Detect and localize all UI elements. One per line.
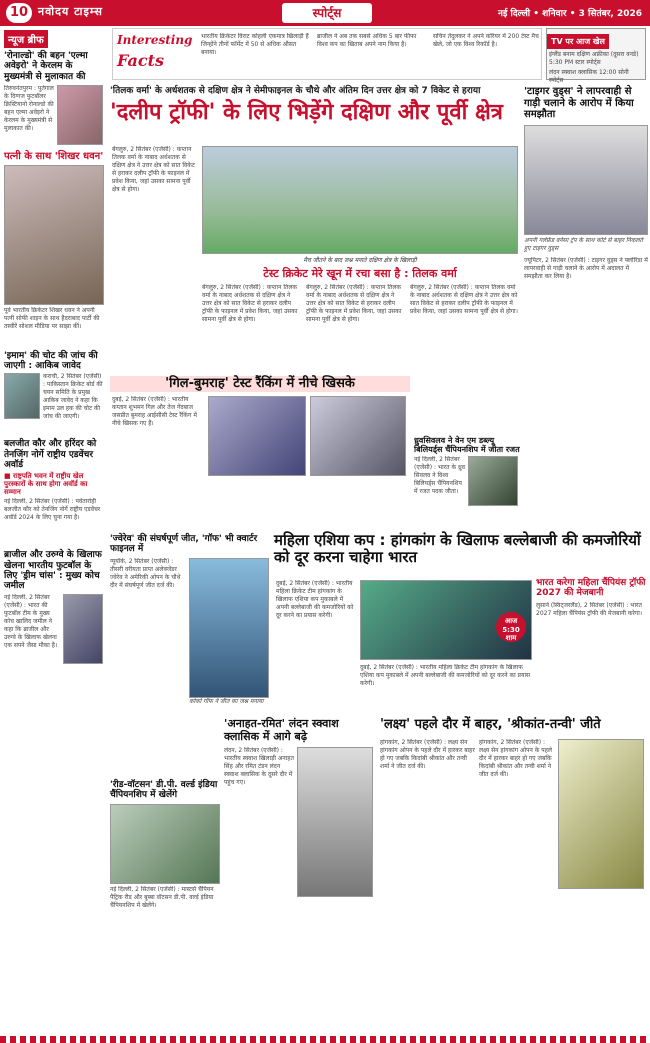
tv-row-1: इंग्लैंड बनाम दक्षिण अफ्रीका (दूसरा वनडे) 5:30 PM स्टार स्पोर्ट्स: [549, 51, 639, 66]
badge-today: आज: [504, 617, 518, 625]
brief1-text: तिरुवनंतपुरम : पुर्तगाल के दिग्गज फुटबॉलर क्रिस्टियानो रोनाल्डो की बहन एल्मा अवेइरो ने केरलम के मुख्यमंत्री से मुलाकात की।: [4, 85, 54, 133]
dhruv-photo: [468, 456, 518, 506]
brief5-headline: ब्राजील और उरुग्वे के खिलाफ खेलना भारतीय फुटबॉल के लिए 'ड्रीम चांस' : मुख्य कोच जमील: [4, 550, 102, 592]
fact-3: सचिन तेंदुलकर ने अपने करियर में 200 टेस्ट मैच खेले, जो एक विश्व रिकॉर्ड है।: [433, 33, 539, 48]
badminton-story: [380, 718, 646, 1029]
aqib-photo: [4, 373, 40, 419]
asiacup-text-2: दुबई, 2 सितंबर (एजेंसी) : भारतीय महिला क्रिकेट टीम हांगकांग के खिलाफ एशिया कप मुकाबले में अपनी बल्लेबाजी की कमजोरियों को दूर करने का प्रयास करेगी।: [360, 664, 531, 687]
tiger-text: ज्यूपिटर, 2 सितंबर (एजेंसी) : टाइगर वुड्स ने फ्लोरिडा में लापरवाही से गाड़ी चलाने के आरोप में अदालत में समझौता कर लिया है।: [524, 256, 648, 280]
tiger-photo: [524, 125, 648, 235]
golf-photo: [110, 804, 220, 884]
badminton-text-2: हांगकांग, 2 सितंबर (एजेंसी) : लक्ष्य सेन हांगकांग ओपन के पहले दौर में हारकर बाहर हो गए जबकि किदांबी श्रीकांत और तन्वी शर्मा ने जीत दर्ज की।: [479, 738, 552, 778]
lead-subhead: टेस्ट क्रिकेट मेरे खून में रचा बसा है : तिलक वर्मा: [263, 267, 457, 280]
gill-photo: [208, 396, 306, 476]
coco-caption: कोको गॉफ ने जीत का जश्न मनाया: [189, 697, 264, 705]
squash-story: [224, 718, 374, 1017]
lead-story: [110, 86, 520, 126]
champions-headline: भारत करेगा महिला चैंपियंस ट्रॉफी 2027 की मेजबानी: [536, 578, 646, 599]
billiards-headline: ध्रुवसिवलव ने वेन एम डब्ल्यू बिलियर्ड्स चैंपियनशिप में जीता रजत: [414, 436, 520, 455]
lead-kicker: 'तिलक वर्मा' के अर्धशतक से दक्षिण क्षेत्र ने सेमीफाइनल के चौथे और अंतिम दिन उत्तर क्षेत्र को 7 विकेट से हराया: [110, 86, 481, 96]
news-brief-column: [4, 28, 104, 714]
brief1-headline: 'रोनाल्डो' की बहन 'एल्मा अवेइरो' ने केरलम के मुख्यमंत्री से मुलाकात की: [4, 51, 88, 82]
asiacup-story: [274, 532, 646, 567]
lead-photo: [202, 146, 518, 254]
lead-text-col3: बेंगलुरु, 2 सितंबर (एजेंसी) : कप्तान तिलक वर्मा के नाबाद अर्धशतक से दक्षिण क्षेत्र ने उत्तर क्षेत्र को सात विकेट से हराकर दलीप ट्रॉफी के फाइनल में प्रवेश किया, जहां उसका सामना पूर्वी क्षेत्र से होगा।: [306, 284, 402, 323]
lead-text-col2: बेंगलुरु, 2 सितंबर (एजेंसी) : कप्तान तिलक वर्मा के नाबाद अर्धशतक से दक्षिण क्षेत्र ने उत्तर क्षेत्र को सात विकेट से हराकर दलीप ट्रॉफी के फाइनल में प्रवेश किया, जहां उसका सामना पूर्वी क्षेत्र से होगा।: [202, 284, 298, 323]
brief3-text: कराची, 2 सितंबर (एजेंसी) : पाकिस्तान क्रिकेट बोर्ड की चयन समिति के प्रमुख आकिब जावेद ने कहा कि इमाम उल हक की चोट की जांच की जाएगी।: [43, 373, 103, 421]
section-title: स्पोर्ट्स: [282, 3, 372, 23]
champions-text: लुसाने (स्विट्जरलैंड), 2 सितंबर (एजेंसी) : भारत 2027 महिला चैंपियंस ट्रॉफी की मेजबानी करेगा।: [536, 601, 643, 617]
usopen-headline: 'ज्वेरेव' की संघर्षपूर्ण जीत, 'गॉफ' भी क्वार्टर फाइनल में: [110, 534, 258, 555]
news-brief-label: न्यूज ब्रीफ: [4, 30, 48, 48]
golf-story: [110, 780, 220, 1036]
jamil-photo: [63, 594, 103, 664]
asiacup-headline: महिला एशिया कप : हांगकांग के खिलाफ बल्लेबाजी की कमजोरियों को दूर करना चाहेगा भारत: [274, 531, 641, 567]
gill-headline: 'गिल-बुमराह' टेस्ट रैंकिंग में नीचे खिसके: [165, 376, 355, 391]
billiards-text: नई दिल्ली, 2 सितंबर (एजेंसी) : भारत के ध्रुव सिवलव ने विश्व बिलियर्ड्स चैंपियनशिप में रजत पदक जीता।: [414, 456, 465, 496]
tv-label: TV पर आज खेल: [547, 34, 609, 49]
badminton-text-1: हांगकांग, 2 सितंबर (एजेंसी) : लक्ष्य सेन हांगकांग ओपन के पहले दौर में हारकर बाहर हो गए जबकि किदांबी श्रीकांत और तन्वी शर्मा ने जीत दर्ज की।: [380, 738, 475, 770]
brief3-headline: 'इमाम' की चोट की जांच की जाएगी : आकिब जावेद: [4, 350, 98, 371]
brief2-caption: पूर्व भारतीय क्रिकेटर शिखर धवन ने अपनी पत्नी सोफी शाइन के साथ हैदराबाद पार्टी की तस्वीरें सोशल मीडिया पर साझा कीं।: [4, 306, 100, 330]
squash-text: लंदन, 2 सितंबर (एजेंसी) : भारतीय स्क्वाश खिलाड़ी अनाहत सिंह और रमित टंडन लंदन स्क्वाश क्लासिक के दूसरे दौर में पहुंच गए।: [224, 747, 294, 787]
page-header: [0, 0, 650, 26]
brief5-text: नई दिल्ली, 2 सितंबर (एजेंसी) : भारत की फुटबॉल टीम के मुख्य कोच खालिद जमील ने कहा कि ब्राजील और उरुग्वे के खिलाफ खेलना एक सपने जैसा मौका है।: [4, 593, 58, 649]
asiacup-text-1: दुबई, 2 सितंबर (एजेंसी) : भारतीय महिला क्रिकेट टीम हांगकांग के खिलाफ एशिया कप मुकाबले में अपनी बल्लेबाजी की कमजोरियों को दूर करने का प्रयास करेगी।: [276, 580, 354, 619]
issue-date: नई दिल्ली • शनिवार • 3 सितंबर, 2026: [497, 9, 642, 19]
lead-text-col1: बेंगलुरु, 2 सितंबर (एजेंसी) : कप्तान तिलक वर्मा के नाबाद अर्धशतक से दक्षिण क्षेत्र ने उत्तर क्षेत्र को सात विकेट से हराकर दलीप ट्रॉफी के फाइनल में प्रवेश किया, जहां उसका सामना पूर्वी क्षेत्र से होगा।: [112, 146, 195, 193]
page-border-bottom: [0, 1036, 650, 1043]
tiger-headline: 'टाइगर वुड्स' ने लापरवाही से गाड़ी चलाने के आरोप में किया समझौता: [524, 86, 634, 120]
match-badge: [496, 612, 526, 642]
usopen-text: न्यूयॉर्क, 2 सितंबर (एजेंसी) : तीसरी वरीयता प्राप्त अलेक्जेंडर ज्वेरेव ने अमेरिकी ओपन के चौथे दौर में संघर्षपूर्ण जीत दर्ज की।: [110, 557, 181, 589]
badminton-photo: [558, 739, 644, 889]
squash-headline: 'अनाहत-रमित' लंदन स्क्वाश क्लासिक में आगे बढ़े: [224, 717, 339, 743]
golf-headline: 'रीड-वॉटसन' डी.पी. वर्ल्ड इंडिया चैंपियनशिप में खेलेंगे: [110, 780, 218, 801]
dhawan-photo: [4, 165, 104, 305]
page-number: 10: [6, 3, 32, 23]
tiger-story: [524, 86, 648, 557]
gill-text: दुबई, 2 सितंबर (एजेंसी) : भारतीय कप्तान शुभमन गिल और तेज गेंदबाज जसप्रीत बुमराह आईसीसी टेस्ट रैंकिंग में नीचे खिसक गए हैं।: [112, 396, 197, 427]
brief1-photo: [57, 85, 103, 145]
fact-1: भारतीय क्रिकेटर विराट कोहली एकमात्र खिलाड़ी हैं जिन्होंने तीनों फॉर्मेट में 50 से अधिक औसत बनाया।: [201, 33, 309, 56]
lead-photo-caption: मैच जीतने के बाद जश्न मनाते दक्षिण क्षेत्र के खिलाड़ी: [303, 257, 417, 264]
facts-title: Interesting: [117, 33, 193, 47]
golf-text: नई दिल्ली, 2 सितंबर (एजेंसी) : मास्टर्स चैंपियन पैट्रिक रीड और बुब्बा वॉटसन डी.पी. वर्ल्ड इंडिया चैंपियनशिप में खेलेंगे।: [110, 885, 214, 909]
brief2-headline: पत्नी के साथ 'शिखर धवन': [4, 151, 104, 163]
tv-schedule: [546, 28, 646, 83]
gill-headline-bar: [110, 376, 410, 392]
tiger-caption: अपनी गर्लफ्रेंड वनेसा ट्रंप के साथ कोर्ट से बाहर निकलते हुए टाइगर वुड्स: [524, 236, 643, 252]
champions-story: [536, 578, 646, 712]
paper-name: नवोदय टाइम्स: [38, 5, 103, 18]
billiards-story: [414, 436, 520, 546]
fact-2: ब्राजील ने अब तक सबसे अधिक 5 बार फीफा विश्व कप का खिताब अपने नाम किया है।: [317, 33, 417, 48]
brief4-kicker: ■ राष्ट्रपति भवन में राष्ट्रीय खेल पुरस्कारों के साथ होगा अवॉर्ड का सम्मान: [4, 472, 88, 497]
badminton-headline: 'लक्ष्य' पहले दौर में बाहर, 'श्रीकांत-तन्वी' जीते: [380, 717, 601, 732]
tv-row-2: लंदन स्क्वाश क्लासिक 12:00 सोनी स्पोर्ट्स: [549, 69, 629, 83]
facts-title2: Facts: [117, 51, 164, 70]
badge-time: 5:30 शाम: [502, 626, 520, 642]
brief4-headline: बलजीत कौर और हरिंदर को तेनजिंग नोर्गे राष्ट्रीय एडवेंचर अवॉर्ड: [4, 439, 97, 470]
brief4-text: नई दिल्ली, 2 सितंबर (एजेंसी) : पर्वतारोही बलजीत कौर को तेनजिंग नोर्गे राष्ट्रीय एडवेंचर अवॉर्ड 2024 के लिए चुना गया है।: [4, 498, 101, 522]
coco-photo: [189, 558, 269, 698]
lead-headline: 'दलीप ट्रॉफी' के लिए भिड़ेंगे दक्षिण और पूर्वी क्षेत्र: [110, 100, 503, 126]
squash-photo: [297, 747, 373, 897]
lead-text-col4: बेंगलुरु, 2 सितंबर (एजेंसी) : कप्तान तिलक वर्मा के नाबाद अर्धशतक से दक्षिण क्षेत्र ने उत्तर क्षेत्र को सात विकेट से हराकर दलीप ट्रॉफी के फाइनल में प्रवेश किया, जहां उसका सामना पूर्वी क्षेत्र से होगा।: [410, 284, 518, 315]
interesting-facts: [112, 28, 542, 80]
bumrah-photo: [310, 396, 406, 476]
